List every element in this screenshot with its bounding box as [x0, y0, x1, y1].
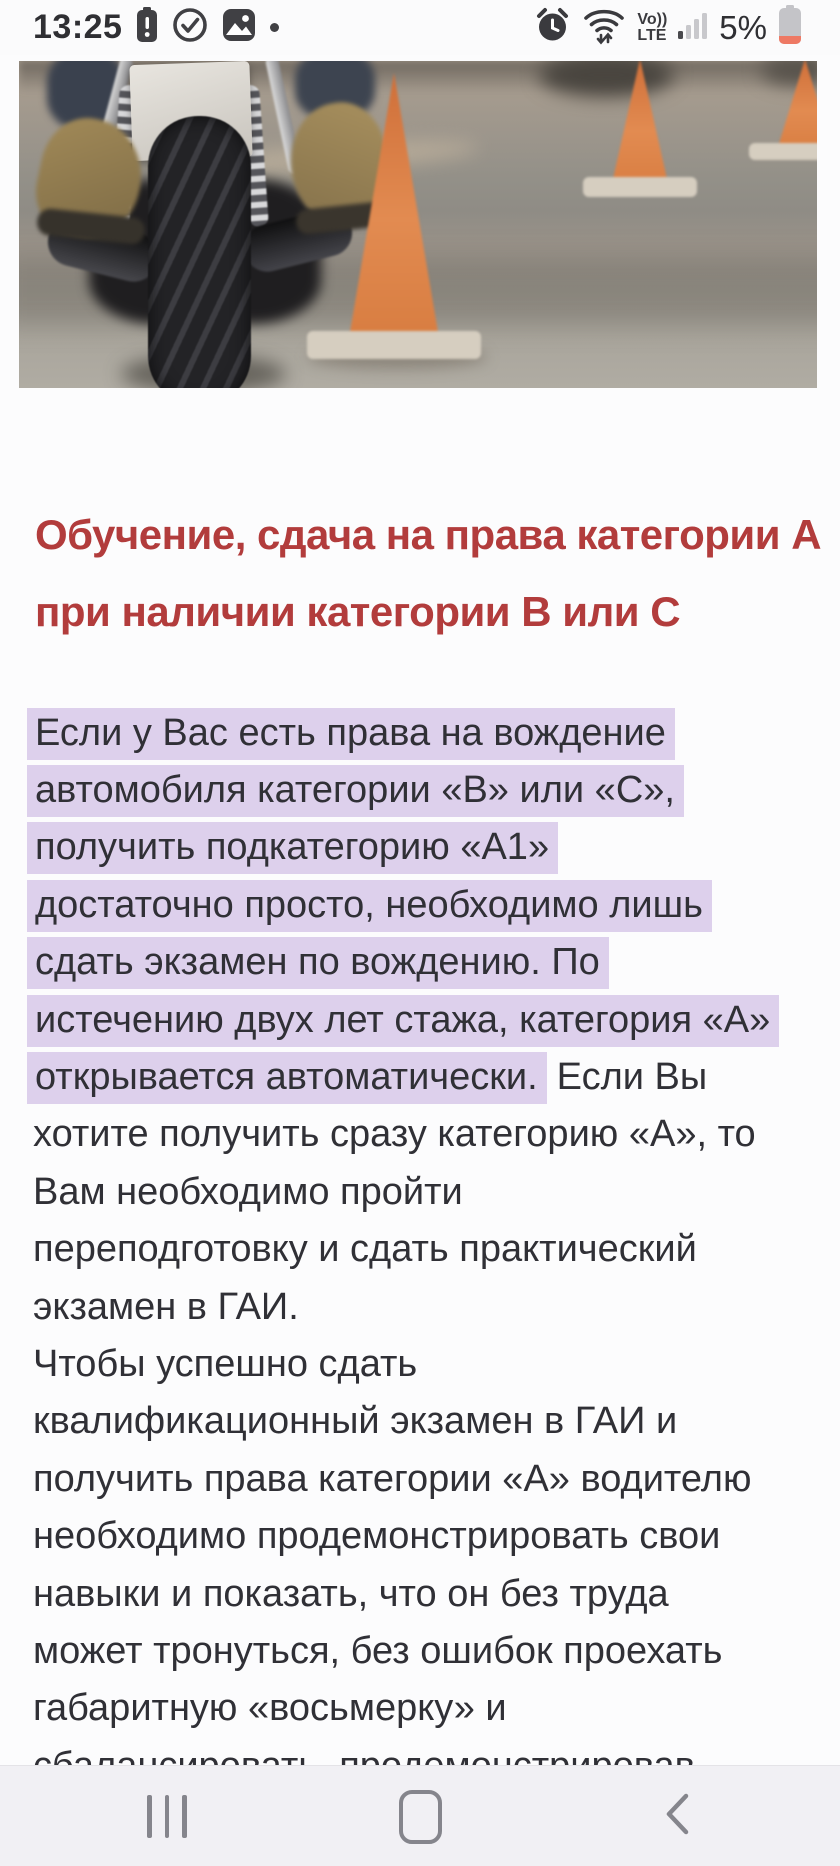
cone-base	[307, 331, 481, 359]
recents-button[interactable]	[127, 1766, 207, 1866]
cone-base	[583, 177, 697, 197]
plain-text: навыки и показать, что он без труда	[33, 1572, 669, 1615]
plain-text: Чтобы успешно сдать	[33, 1342, 418, 1385]
paragraph-line	[27, 1681, 827, 1738]
paragraph-line	[27, 705, 827, 762]
battery-percent-text: 5%	[719, 8, 767, 46]
plain-text: габаритную «восьмерку» и	[33, 1687, 507, 1730]
motorcycle-rear-tire	[148, 116, 251, 388]
paragraph-line	[27, 1336, 827, 1393]
paragraph-line	[27, 1623, 827, 1680]
clock-text: 13:25	[33, 8, 123, 46]
check-circle-icon	[172, 7, 208, 48]
article-paragraph	[27, 705, 827, 1795]
highlighted-text: сдать экзамен по вождению. По	[27, 937, 609, 989]
traffic-cone	[591, 61, 689, 201]
highlighted-text: Если у Вас есть права на вождение	[27, 708, 675, 760]
highlighted-text: истечению двух лет стажа, категория «А»	[27, 995, 779, 1047]
status-bar-right	[534, 0, 802, 55]
back-icon	[664, 1792, 690, 1841]
status-bar-left	[33, 0, 279, 55]
highlighted-text: автомобиля категории «В» или «С»,	[27, 765, 684, 817]
paragraph-line	[27, 877, 827, 934]
traffic-cone	[757, 61, 817, 161]
paragraph-line	[27, 820, 827, 877]
paragraph-line	[27, 1222, 827, 1279]
paragraph-line	[27, 935, 827, 992]
paragraph-line	[27, 1566, 827, 1623]
cone-body	[591, 61, 689, 190]
gallery-icon	[222, 8, 256, 47]
android-nav-bar	[0, 1765, 840, 1866]
heading-line-1: Обучение, сдача на права категории А	[35, 511, 822, 558]
battery-low-icon	[778, 5, 802, 50]
wifi-arrows-icon	[582, 5, 626, 50]
plain-text: экзамен в ГАИ.	[33, 1285, 299, 1328]
plain-text: может тронуться, без ошибок проехать	[33, 1629, 723, 1672]
hero-image	[19, 61, 817, 388]
cone-base	[749, 143, 817, 160]
paragraph-line	[27, 1049, 827, 1106]
paragraph-line	[27, 762, 827, 819]
battery-alert-icon	[136, 7, 158, 48]
alarm-icon	[534, 7, 571, 49]
article-heading	[35, 496, 825, 650]
volte-top-text: Vo))	[637, 10, 668, 28]
home-icon	[399, 1790, 442, 1844]
paragraph-line	[27, 1451, 827, 1508]
highlighted-text: достаточно просто, необходимо лишь	[27, 880, 712, 932]
home-button[interactable]	[380, 1766, 460, 1866]
heading-line-2: при наличии категории В или С	[35, 588, 681, 635]
traffic-cone	[319, 73, 469, 361]
plain-text: Если Вы	[556, 1056, 708, 1099]
paragraph-line	[27, 1394, 827, 1451]
back-button[interactable]	[637, 1766, 717, 1866]
highlighted-text: получить подкатегорию «А1»	[27, 822, 558, 874]
recents-icon	[147, 1795, 187, 1838]
plain-text: необходимо продемонстрировать свои	[33, 1515, 721, 1558]
paragraph-line	[27, 1107, 827, 1164]
plain-text: переподготовку и сдать практический	[33, 1228, 697, 1271]
status-bar	[0, 0, 840, 55]
plain-text: квалификационный экзамен в ГАИ и	[33, 1400, 678, 1443]
paragraph-line	[27, 992, 827, 1049]
plain-text: получить права категории «А» водителю	[33, 1457, 752, 1500]
volte-bottom-text: LTE	[637, 26, 667, 44]
signal-bars-icon	[678, 9, 708, 46]
cone-body	[319, 73, 469, 338]
plain-text: Вам необходимо пройти	[33, 1170, 463, 1213]
highlighted-text: открывается автоматически.	[27, 1052, 547, 1104]
cone-body	[757, 61, 817, 153]
volte-indicator	[637, 12, 667, 44]
paragraph-line	[27, 1508, 827, 1565]
paragraph-line	[27, 1164, 827, 1221]
plain-text: хотите получить сразу категорию «А», то	[33, 1113, 756, 1156]
notification-dot	[270, 23, 279, 32]
paragraph-line	[27, 1279, 827, 1336]
